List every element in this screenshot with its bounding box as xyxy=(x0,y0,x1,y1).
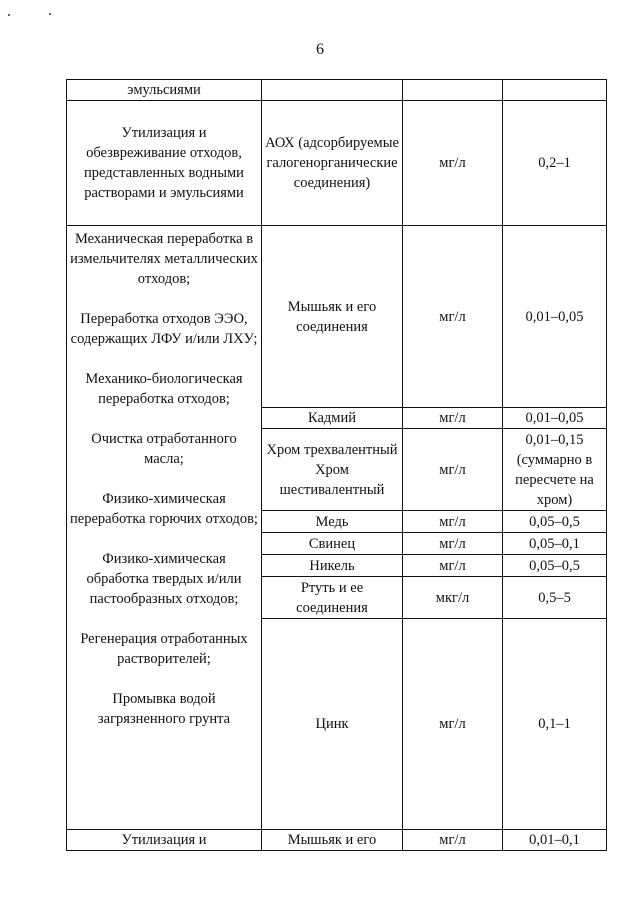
substance-cell: Хром трехвалентный Хром шестивалентный xyxy=(262,429,403,511)
unit-cell: мг/л xyxy=(403,408,503,429)
value-cell: 0,05–0,1 xyxy=(503,533,607,555)
substance-cell: Кадмий xyxy=(262,408,403,429)
process-text: Физико-химическая обработка твердых и/или пастообразных отходов; xyxy=(86,551,242,607)
value-cell: 0,5–5 xyxy=(503,577,607,619)
process-text: Механическая переработка в измельчителях металлических отходов; xyxy=(70,231,258,287)
substance-cell: Свинец xyxy=(262,533,403,555)
substance-cell: Никель xyxy=(262,555,403,577)
value-cell: 0,01–0,15 (суммарно в пересчете на хром) xyxy=(503,429,607,511)
substance-cell: Медь xyxy=(262,511,403,533)
value-cell xyxy=(503,80,607,101)
unit-cell: мг/л xyxy=(403,830,503,851)
unit-cell: мг/л xyxy=(403,555,503,577)
value-cell: 0,01–0,1 xyxy=(503,830,607,851)
scan-speck xyxy=(8,14,10,16)
unit-cell xyxy=(403,80,503,101)
page-number: 6 xyxy=(316,41,324,58)
process-cell: Утилизация и xyxy=(67,830,262,851)
value-cell: 0,01–0,05 xyxy=(503,408,607,429)
substance-cell: Мышьяк и его xyxy=(262,830,403,851)
process-group-cell xyxy=(67,226,262,830)
substance-cell xyxy=(262,80,403,101)
unit-cell: мг/л xyxy=(403,429,503,511)
process-text: Переработка отходов ЭЭО, содержащих ЛФУ и/или ЛХУ; xyxy=(70,311,258,347)
value-cell: 0,01–0,05 xyxy=(503,226,607,408)
value-cell: 0,2–1 xyxy=(503,101,607,226)
process-cell: Утилизация и обезвреживание отходов, представленных водными растворами и эмульсиями xyxy=(67,101,262,226)
substance-cell: Цинк xyxy=(262,619,403,830)
table-row xyxy=(67,226,607,408)
process-text: Очистка отработанного масла; xyxy=(91,431,237,467)
value-cell: 0,05–0,5 xyxy=(503,511,607,533)
process-text: Физико-химическая переработка горючих отходов; xyxy=(70,491,258,527)
process-text: Механико-биологическая переработка отходов; xyxy=(85,371,243,407)
table-row xyxy=(67,101,607,226)
process-cell: эмульсиями xyxy=(67,80,262,101)
scan-speck xyxy=(49,13,51,15)
substance-cell: АОХ (адсорбируемые галогенорганические соединения) xyxy=(262,101,403,226)
process-text: Промывка водой загрязненного грунта xyxy=(97,691,231,727)
unit-cell: мг/л xyxy=(403,226,503,408)
value-cell: 0,05–0,5 xyxy=(503,555,607,577)
norms-table xyxy=(66,79,607,851)
unit-cell: мг/л xyxy=(403,533,503,555)
unit-cell: мг/л xyxy=(403,619,503,830)
unit-cell: мг/л xyxy=(403,101,503,226)
unit-cell: мг/л xyxy=(403,511,503,533)
unit-cell: мкг/л xyxy=(403,577,503,619)
substance-cell: Мышьяк и его соединения xyxy=(262,226,403,408)
process-text: Регенерация отработанных растворителей; xyxy=(80,631,248,667)
substance-cell: Ртуть и ее соединения xyxy=(262,577,403,619)
table-row xyxy=(67,80,607,101)
table-row xyxy=(67,830,607,851)
value-cell: 0,1–1 xyxy=(503,619,607,830)
